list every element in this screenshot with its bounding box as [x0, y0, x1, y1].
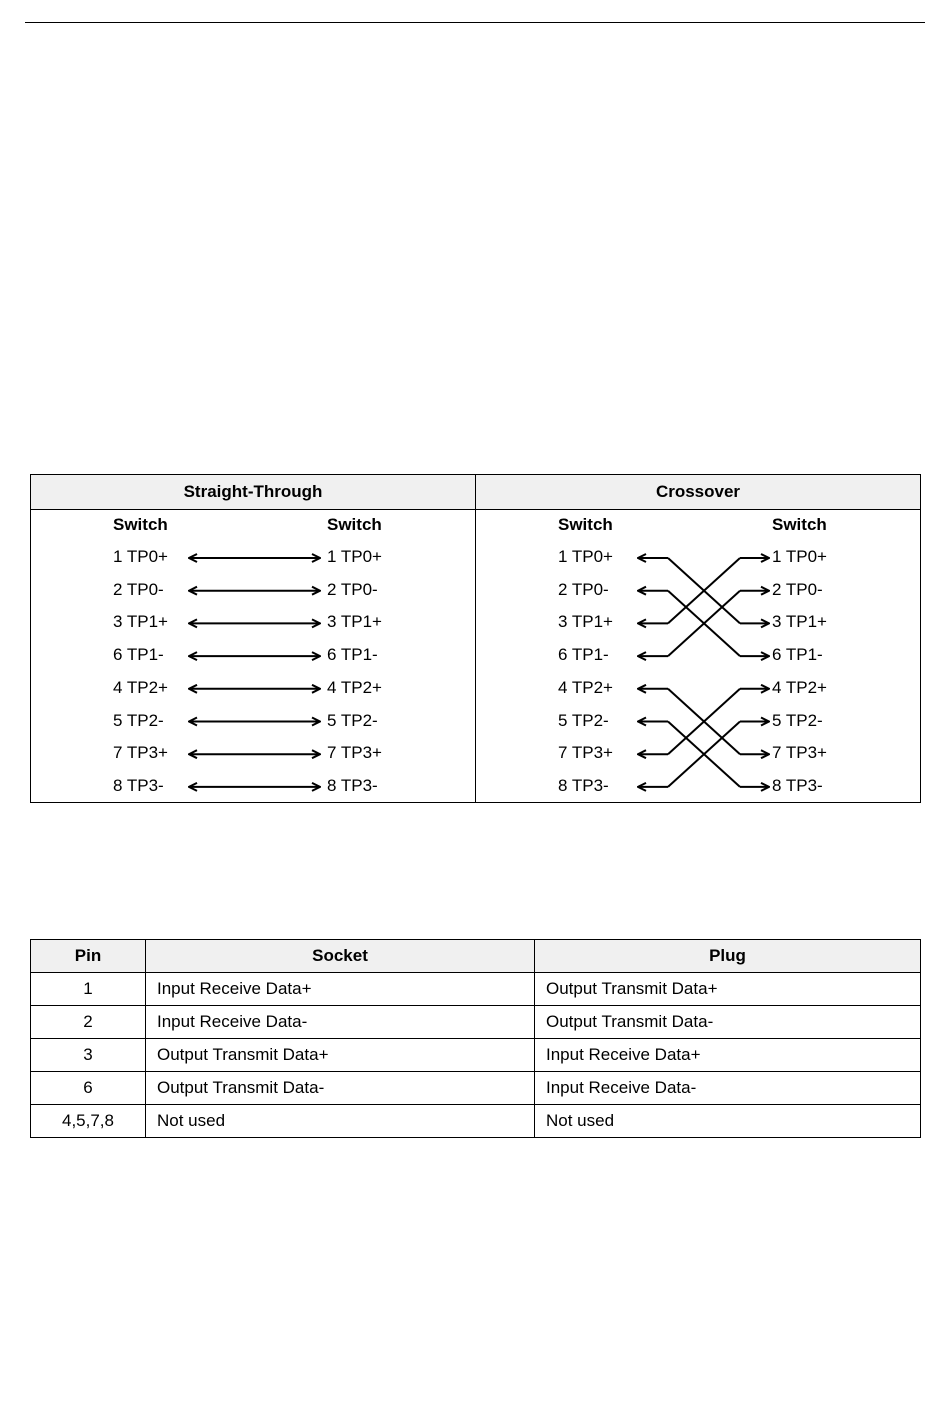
- crossover-wire: [668, 591, 740, 656]
- top-rule: [25, 22, 925, 23]
- table-row: [31, 973, 921, 1006]
- plug-cell: Not used: [535, 1105, 921, 1138]
- straight-left-pin: 2 TP0-: [113, 579, 164, 599]
- crossover-right-pin: 2 TP0-: [772, 579, 823, 599]
- crossover-left-pin: 2 TP0-: [558, 579, 609, 599]
- straight-left-pin: 1 TP0+: [113, 547, 168, 566]
- column-divider: [475, 475, 476, 802]
- straight-left-switch-label: Switch: [113, 515, 168, 534]
- pin-cell: 6: [31, 1072, 146, 1105]
- straight-right-pin: 2 TP0-: [327, 579, 378, 599]
- crossover-wire: [668, 722, 740, 787]
- straight-right-pin: 4 TP2+: [327, 677, 382, 697]
- crossover-wire: [668, 689, 740, 754]
- pin-cell: 2: [31, 1006, 146, 1039]
- col-header-socket: Socket: [146, 940, 535, 973]
- socket-cell: Not used: [146, 1105, 535, 1138]
- straight-right-pin: 6 TP1-: [327, 645, 378, 665]
- straight-through-header: Straight-Through: [31, 475, 476, 510]
- straight-right-pin: 7 TP3+: [327, 743, 382, 763]
- plug-cell: Input Receive Data+: [535, 1039, 921, 1072]
- straight-left-pin: 7 TP3+: [113, 743, 168, 763]
- col-header-plug: Plug: [535, 940, 921, 973]
- crossover-right-pin: 3 TP1+: [772, 612, 827, 632]
- straight-left-pin: 8 TP3-: [113, 775, 164, 795]
- pin-cell: 3: [31, 1039, 146, 1072]
- wiring-diagram-table: [30, 474, 921, 803]
- crossover-left-pin: 7 TP3+: [558, 743, 613, 763]
- straight-right-switch-label: Switch: [327, 515, 382, 534]
- socket-cell: Input Receive Data+: [146, 973, 535, 1006]
- socket-cell: Output Transmit Data-: [146, 1072, 535, 1105]
- table-header-row: [31, 940, 921, 973]
- crossover-right-pin: 5 TP2-: [772, 710, 823, 730]
- straight-left-pin: 3 TP1+: [113, 612, 168, 632]
- crossover-left-pin: 1 TP0+: [558, 547, 613, 566]
- crossover-header: Crossover: [476, 475, 920, 510]
- straight-right-pin: 8 TP3-: [327, 775, 378, 795]
- crossover-right-pin: 8 TP3-: [772, 775, 823, 795]
- straight-left-pin: 4 TP2+: [113, 677, 168, 697]
- crossover-left-pin: 3 TP1+: [558, 612, 613, 632]
- socket-cell: Output Transmit Data+: [146, 1039, 535, 1072]
- crossover-wire: [668, 591, 740, 656]
- plug-cell: Output Transmit Data+: [535, 973, 921, 1006]
- pin-assignment-table: [30, 939, 921, 1138]
- crossover-right-switch-label: Switch: [772, 515, 827, 534]
- socket-cell: Input Receive Data-: [146, 1006, 535, 1039]
- crossover-left-pin: 4 TP2+: [558, 677, 613, 697]
- straight-left-pin: 6 TP1-: [113, 645, 164, 665]
- crossover-wire: [668, 558, 740, 623]
- crossover-left-pin: 5 TP2-: [558, 710, 609, 730]
- crossover-wire: [668, 689, 740, 754]
- pin-cell: 4,5,7,8: [31, 1105, 146, 1138]
- table-row: [31, 1105, 921, 1138]
- plug-cell: Output Transmit Data-: [535, 1006, 921, 1039]
- crossover-left-switch-label: Switch: [558, 515, 613, 534]
- crossover-wire: [668, 558, 740, 623]
- crossover-right-pin: 1 TP0+: [772, 547, 827, 566]
- straight-right-pin: 5 TP2-: [327, 710, 378, 730]
- crossover-right-pin: 4 TP2+: [772, 677, 827, 697]
- crossover-left-pin: 6 TP1-: [558, 645, 609, 665]
- straight-left-pin: 5 TP2-: [113, 710, 164, 730]
- plug-cell: Input Receive Data-: [535, 1072, 921, 1105]
- straight-right-pin: 3 TP1+: [327, 612, 382, 632]
- crossover-right-pin: 7 TP3+: [772, 743, 827, 763]
- crossover-right-pin: 6 TP1-: [772, 645, 823, 665]
- table-row: [31, 1039, 921, 1072]
- crossover-wire: [668, 722, 740, 787]
- pin-cell: 1: [31, 973, 146, 1006]
- straight-right-pin: 1 TP0+: [327, 547, 382, 566]
- table-row: [31, 1006, 921, 1039]
- crossover-left-pin: 8 TP3-: [558, 775, 609, 795]
- table-row: [31, 1072, 921, 1105]
- col-header-pin: Pin: [31, 940, 146, 973]
